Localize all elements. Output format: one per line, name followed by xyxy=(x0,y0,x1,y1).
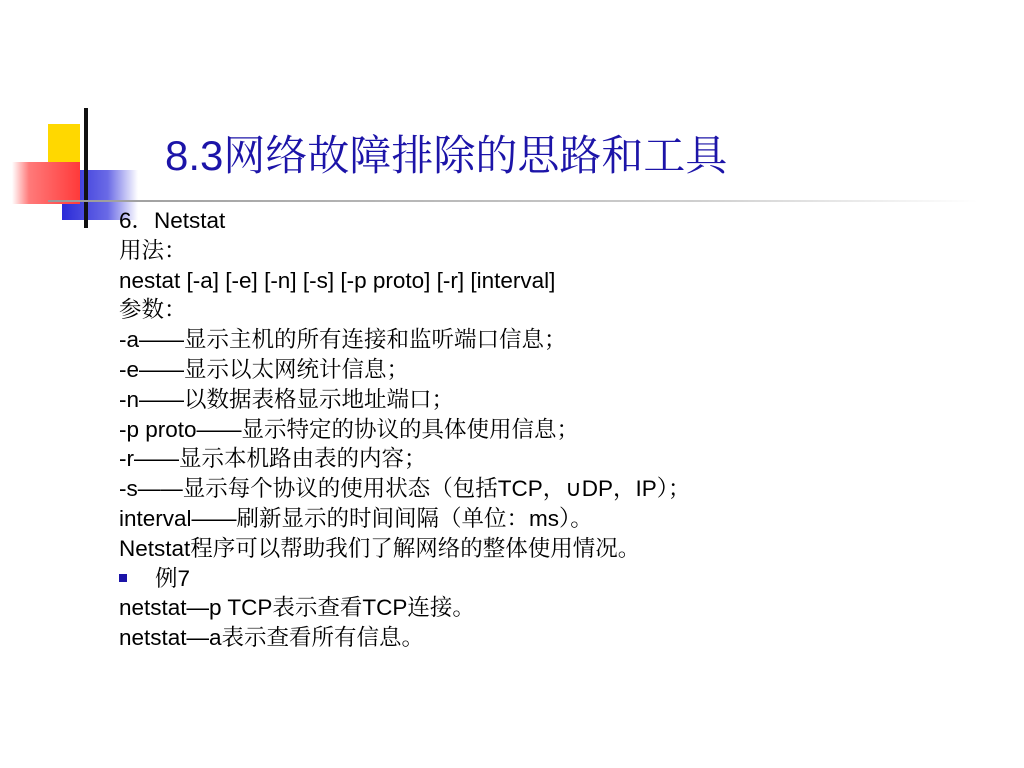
body-line: netstat—a表示查看所有信息。 xyxy=(119,625,425,651)
horizontal-rule xyxy=(48,200,978,202)
body-line: -r——显示本机路由表的内容； xyxy=(119,446,427,472)
body-line: 用法： xyxy=(119,237,187,263)
body-line: -p proto——显示特定的协议的具体使用信息； xyxy=(119,416,580,442)
body-line: -a——显示主机的所有连接和监听端口信息； xyxy=(119,327,567,353)
corner-decoration xyxy=(0,0,1024,240)
body-line: 6．Netstat xyxy=(119,208,226,233)
body-line: 参数： xyxy=(119,297,187,323)
body-line: nestat [-a] [-e] [-n] [-s] [-p proto] [-r] [interval] xyxy=(119,267,556,293)
body-line: -n——以数据表格显示地址端口； xyxy=(119,386,455,412)
slide-title: 8.3网络故障排除的思路和工具 xyxy=(165,132,728,179)
bullet-text: 例7 xyxy=(155,565,191,591)
vertical-bar xyxy=(84,108,88,228)
red-square xyxy=(12,162,80,204)
square-bullet-icon xyxy=(119,574,127,582)
body-line: -e——显示以太网统计信息； xyxy=(119,356,410,382)
body-line: Netstat程序可以帮助我们了解网络的整体使用情况。 xyxy=(119,535,641,561)
body-line: netstat—p TCP表示查看TCP连接。 xyxy=(119,595,475,621)
body-line: interval——刷新显示的时间间隔（单位：ms）。 xyxy=(119,505,593,531)
slide-body xyxy=(119,206,999,653)
body-line: -s——显示每个协议的使用状态（包括TCP，∪DP，IP）； xyxy=(119,476,691,502)
bullet-item xyxy=(119,564,999,594)
